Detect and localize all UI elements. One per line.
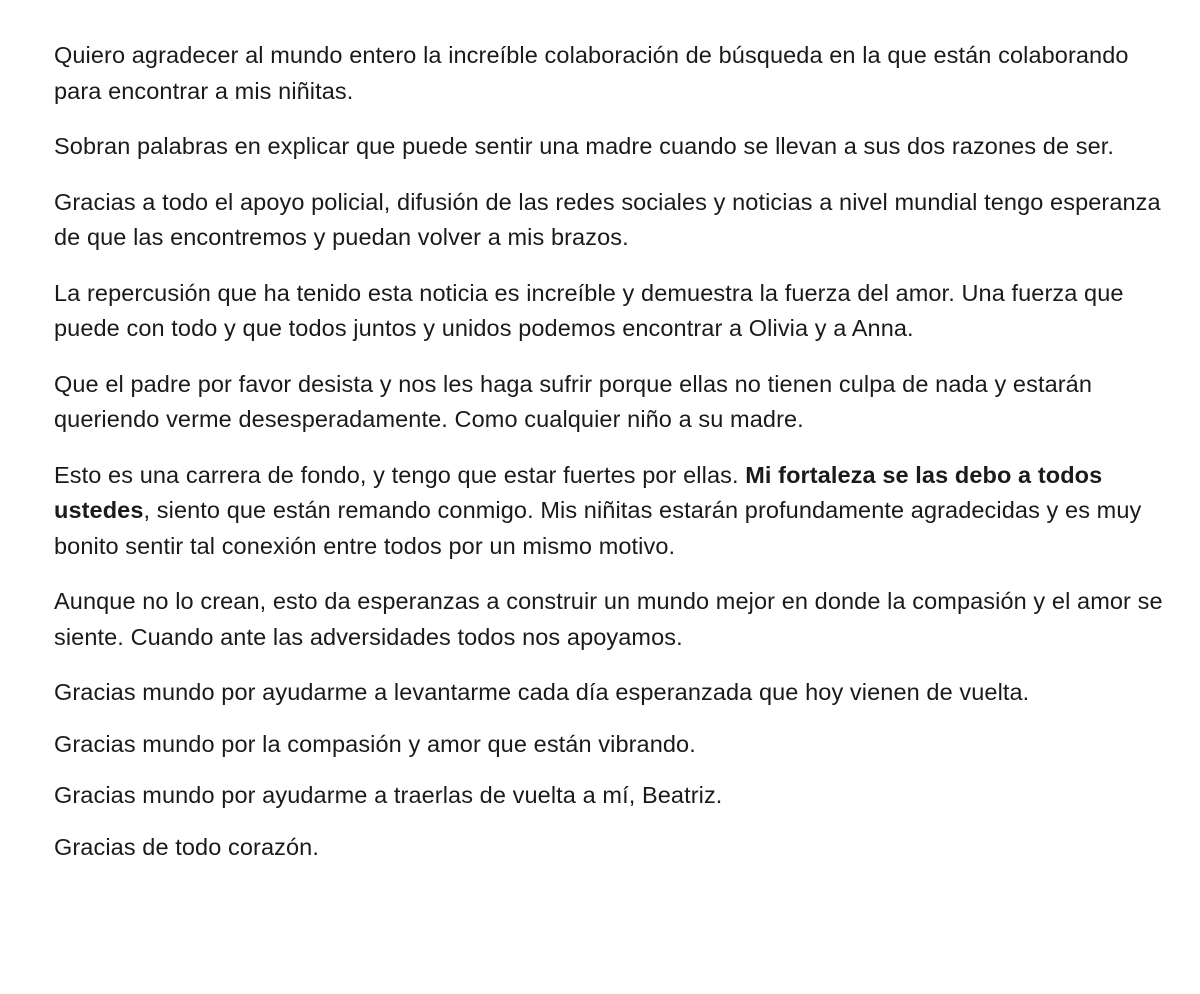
paragraph-thanks-signature: Gracias mundo por ayudarme a traerlas de vuelta a mí, Beatriz. bbox=[54, 782, 723, 808]
paragraph-support: Gracias a todo el apoyo policial, difusión de las redes sociales y noticias a nivel mundial tengo esperanza de que las encontremos y puedan volver a mis brazos. bbox=[54, 188, 1161, 250]
paragraph-thanks-compassion: Gracias mundo por la compasión y amor que están vibrando. bbox=[54, 730, 696, 757]
paragraph-father-plea: Que el padre por favor desista y nos les haga sufrir porque ellas no tienen culpa de nada y estarán queriendo verme desesperadamente. Como cualquier niño a su madre. bbox=[54, 370, 1093, 432]
paragraph-strength bbox=[54, 458, 1174, 565]
strength-text-before: Esto es una carrera de fondo, y tengo que estar fuertes por ellas. bbox=[54, 461, 746, 488]
paragraph-gratitude: Quiero agradecer al mundo entero la increíble colaboración de búsqueda en la que están colaborando para encontrar a mis niñitas. bbox=[54, 42, 1129, 104]
paragraph-mother-feelings: Sobran palabras en explicar que puede sentir una madre cuando se llevan a sus dos razones de ser. bbox=[54, 133, 1115, 159]
paragraph-thanks-rising: Gracias mundo por ayudarme a levantarme cada día esperanzada que hoy vienen de vuelta. bbox=[54, 679, 1030, 705]
paragraph-closing: Gracias de todo corazón. bbox=[54, 833, 319, 860]
paragraph-hope: Aunque no lo crean, esto da esperanzas a construir un mundo mejor en donde la compasión y el amor se siente. Cuando ante las adversidades todos nos apoyamos. bbox=[54, 588, 1163, 650]
strength-text-after: , siento que están remando conmigo. Mis niñitas estarán profundamente agradecidas y es muy bonito sentir tal conexión entre todos por un mismo motivo. bbox=[54, 497, 1142, 559]
letter-body bbox=[54, 38, 1174, 881]
strength-bold-text: Mi fortaleza se las debo a todos ustedes bbox=[54, 461, 1103, 523]
paragraph-repercussion: La repercusión que ha tenido esta noticia es increíble y demuestra la fuerza del amor. Una fuerza que puede con todo y que todos juntos y unidos podemos encontrar a Olivia y a Anna. bbox=[54, 279, 1124, 341]
